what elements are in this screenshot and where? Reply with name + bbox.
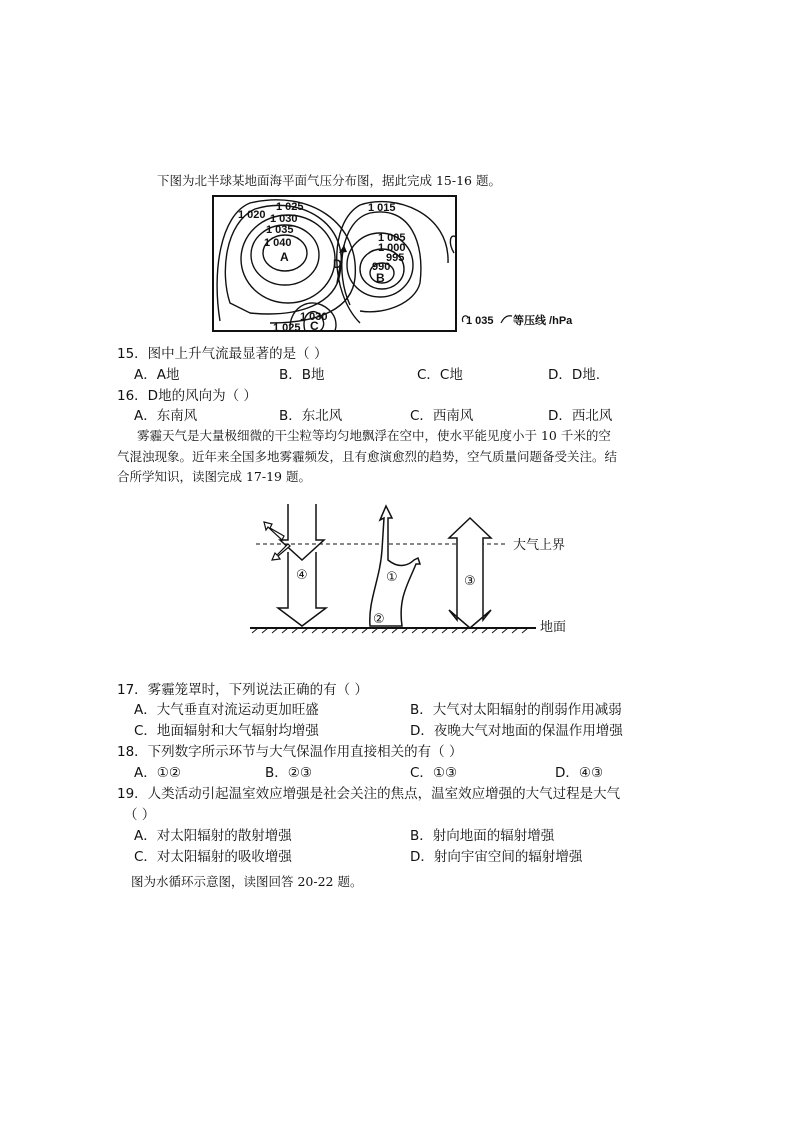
point-d: D bbox=[333, 257, 342, 271]
isobar-label: 1 030 bbox=[270, 213, 298, 225]
isobar-label: 1 015 bbox=[368, 202, 396, 214]
q15-option-c: C．C地 bbox=[417, 367, 463, 383]
q16-stem: 16．D地的风向为（ ） bbox=[117, 388, 257, 404]
point-b: B bbox=[376, 271, 385, 285]
label-1: ① bbox=[386, 569, 398, 584]
q15-option-b: B．B地 bbox=[279, 367, 325, 383]
ground-label: 地面 bbox=[540, 619, 567, 634]
paragraph-17-19-line1: 雾霾天气是大量极细微的干尘粒等均匀地飘浮在空中，使水平能见度小于 10 千米的空 bbox=[137, 428, 611, 443]
intro-20-22: 图为水循环示意图，读图回答 20-22 题。 bbox=[131, 874, 363, 889]
q17-stem: 17．雾霾笼罩时，下列说法正确的有（ ） bbox=[117, 682, 368, 698]
q19-option-b: B．射向地面的辐射增强 bbox=[410, 828, 555, 844]
q16-option-c: C．西南风 bbox=[410, 408, 474, 424]
intro-15-16: 下图为北半球某地面海平面气压分布图，据此完成 15-16 题。 bbox=[157, 173, 501, 188]
q16-option-a: A．东南风 bbox=[134, 408, 198, 424]
legend-value: 1 035 bbox=[466, 315, 494, 327]
solar-arrow-upper bbox=[280, 504, 324, 560]
q17-option-a: A．大气垂直对流运动更加旺盛 bbox=[134, 702, 319, 718]
q19-stem-paren: （ ） bbox=[124, 807, 156, 823]
point-c: C bbox=[310, 319, 319, 333]
isobar-label: 1 005 bbox=[378, 232, 406, 244]
isobar-label: 1 040 bbox=[264, 237, 292, 249]
q18-option-b: B．②③ bbox=[265, 765, 312, 781]
ground-radiation-arrow bbox=[370, 506, 420, 626]
radiation-diagram bbox=[240, 500, 590, 640]
q15-option-a: A．A地 bbox=[134, 367, 180, 383]
isobar-label: 1 035 bbox=[266, 224, 294, 236]
q15-stem: 15．图中上升气流最显著的是（ ） bbox=[117, 346, 328, 362]
legend-text: 等压线 /hPa bbox=[513, 315, 573, 327]
paragraph-17-19-line2: 气混浊现象。近年来全国多地雾霾频发，且有愈演愈烈的趋势，空气质量问题备受关注。结 bbox=[117, 449, 618, 464]
q19-option-c: C．对太阳辐射的吸收增强 bbox=[134, 849, 292, 865]
label-2: ② bbox=[373, 611, 385, 626]
q18-stem: 18．下列数字所示环节与大气保温作用直接相关的有（ ） bbox=[117, 744, 463, 760]
isobar-label: 1 025 bbox=[273, 322, 301, 334]
point-a: A bbox=[280, 250, 289, 264]
isobar-label: 1 000 bbox=[378, 242, 406, 254]
q17-option-d: D．夜晚大气对地面的保温作用增强 bbox=[410, 723, 623, 739]
label-4: ④ bbox=[296, 567, 308, 582]
paragraph-17-19-line3: 合所学知识，读图完成 17-19 题。 bbox=[117, 469, 311, 484]
isobar-label: 1 025 bbox=[276, 201, 304, 213]
isobar-map bbox=[210, 193, 610, 335]
q18-option-c: C．①③ bbox=[410, 765, 458, 781]
q19-stem: 19．人类活动引起温室效应增强是社会关注的焦点，温室效应增强的大气过程是大气 bbox=[117, 786, 621, 802]
isobar-label: 1 020 bbox=[238, 209, 266, 221]
label-3: ③ bbox=[464, 573, 476, 588]
isobar-label: 1 030 bbox=[300, 311, 328, 323]
q16-option-b: B．东北风 bbox=[279, 408, 343, 424]
solar-arrow-4 bbox=[278, 552, 326, 626]
q19-option-d: D．射向宇宙空间的辐射增强 bbox=[410, 849, 583, 865]
legend-tick bbox=[501, 316, 512, 323]
q18-option-d: D．④③ bbox=[555, 765, 604, 781]
isobar-label: 990 bbox=[372, 261, 391, 273]
q17-option-c: C．地面辐射和大气辐射均增强 bbox=[134, 723, 319, 739]
reflection-arrow-up bbox=[264, 522, 284, 540]
q18-option-a: A．①② bbox=[134, 765, 181, 781]
q16-option-d: D．西北风 bbox=[548, 408, 613, 424]
q19-option-a: A．对太阳辐射的散射增强 bbox=[134, 828, 292, 844]
isobar-label: 995 bbox=[386, 252, 405, 264]
q17-option-b: B．大气对太阳辐射的削弱作用减弱 bbox=[410, 702, 622, 718]
q15-option-d: D．D地. bbox=[548, 367, 601, 383]
upper-boundary-label: 大气上界 bbox=[513, 537, 566, 552]
